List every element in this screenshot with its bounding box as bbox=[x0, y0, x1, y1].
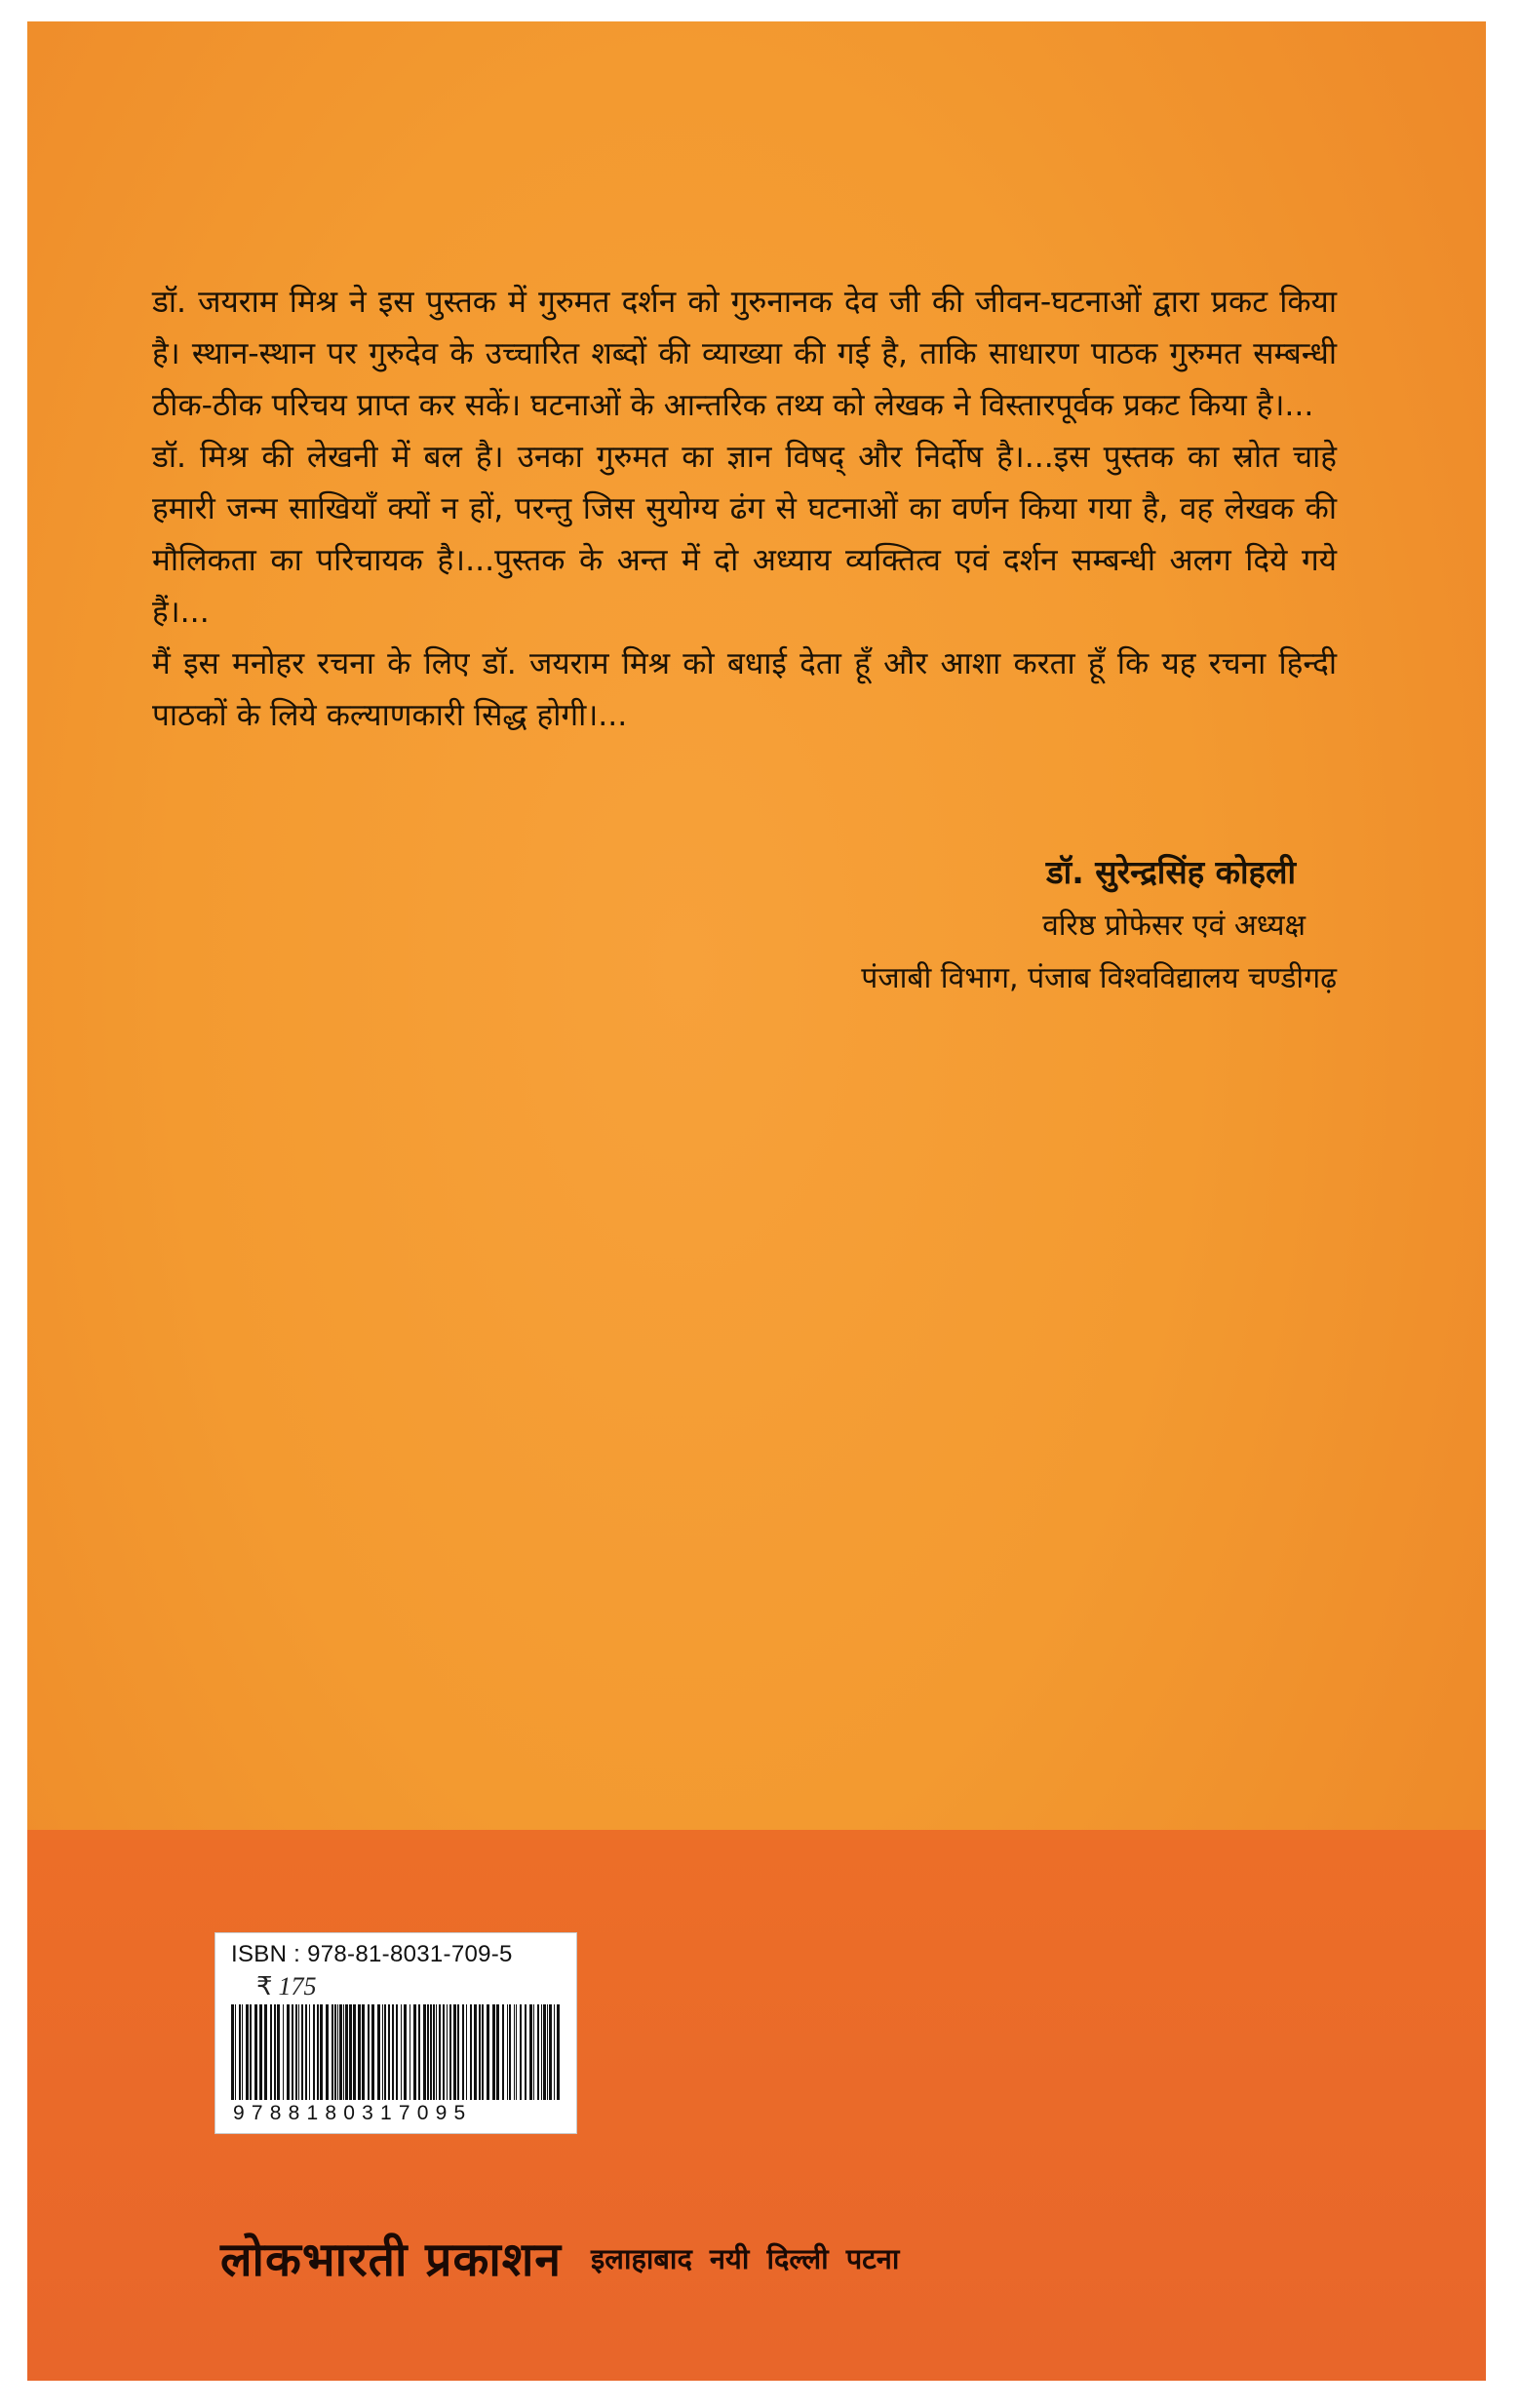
price bbox=[256, 1972, 317, 2001]
barcode-digits: 9788180317095 bbox=[233, 2102, 473, 2124]
publisher-line bbox=[220, 2227, 899, 2290]
price-value: 175 bbox=[278, 1972, 317, 2000]
barcode-image bbox=[231, 2004, 561, 2100]
blurb-paragraph-1: डॉ. जयराम मिश्र ने इस पुस्तक में गुरुमत दर्शन को गुरुनानक देव जी की जीवन-घटनाओं द्वारा प्रकट किया है। स्थान-स्थान पर गुरुदेव के उच्चारित शब्दों की व्याख्या की गई है, ताकि साधारण पाठक गुरुमत सम्बन्धी ठीक-ठीक परिचय प्राप्त कर सकें। घटनाओं के आन्तरिक तथ्य को लेखक ने विस्तारपूर्वक प्रकट किया है।... bbox=[152, 285, 1337, 423]
signatory-designation: वरिष्ठ प्रोफेसर एवं अध्यक्ष bbox=[1042, 909, 1306, 943]
rupee-symbol: ₹ bbox=[256, 1972, 273, 2000]
signature-block bbox=[152, 845, 1337, 1005]
isbn-number: ISBN : 978-81-8031-709-5 bbox=[231, 1941, 513, 1967]
blurb-paragraph-3: मैं इस मनोहर रचना के लिए डॉ. जयराम मिश्र को बधाई देता हूँ और आशा करता हूँ कि यह रचना हिन्दी पाठकों के लिये कल्याणकारी सिद्ध होगी।... bbox=[152, 646, 1337, 733]
publisher-cities: इलाहाबाद नयी दिल्ली पटना bbox=[591, 2242, 900, 2275]
blurb-paragraph-2: डॉ. मिश्र की लेखनी में बल है। उनका गुरुमत का ज्ञान विषद् और निर्दोष है।...इस पुस्तक का स्रोत चाहे हमारी जन्म साखियाँ क्यों न हों, परन्तु जिस सुयोग्य ढंग से घटनाओं का वर्णन किया गया है, वह लेखक की मौलिकता का परिचायक है।...पुस्तक के अन्त में दो अध्याय व्यक्तित्व एवं दर्शन सम्बन्धी अलग दिये गये हैं।... bbox=[152, 440, 1337, 630]
isbn-label bbox=[214, 1932, 577, 2134]
book-back-cover bbox=[27, 21, 1486, 2381]
signatory-department: पंजाबी विभाग, पंजाब विश्वविद्यालय चण्डीगढ़ bbox=[861, 961, 1337, 995]
signatory-name: डॉ. सुरेन्द्रसिंह कोहली bbox=[1046, 853, 1296, 891]
publisher-name: लोकभारती प्रकाशन bbox=[220, 2233, 563, 2287]
blurb-text bbox=[152, 277, 1337, 742]
